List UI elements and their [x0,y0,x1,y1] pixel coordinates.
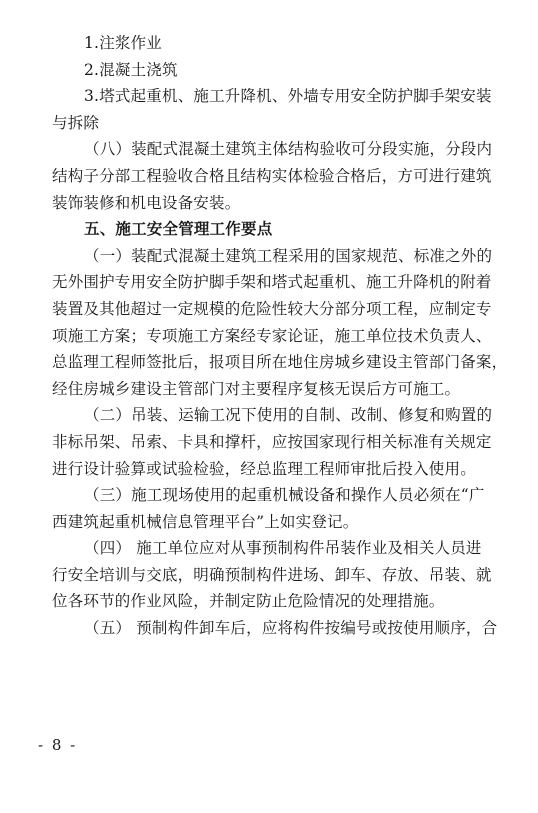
text-line: （二）吊装、运输工况下使用的自制、改制、修复和购置的 [84,406,493,425]
text-line: 进行设计验算或试验检验，经总监理工程师审批后投入使用。 [52,459,476,478]
text-line: 项施工方案；专项施工方案经专家论证，施工单位技术负责人、 [52,326,492,345]
text-line: 装置及其他超过一定规模的危险性较大分部分项工程，应制定专 [52,299,492,318]
text-line: 装饰装修和机电设备安装。 [52,193,241,212]
document-body [52,30,508,642]
text-line: 1.注浆作业 [84,34,162,52]
text-line: 行安全培训与交底，明确预制构件进场、卸车、存放、吊装、就 [52,565,492,584]
text-line: 总监理工程师签批后，报项目所在地住房城乡建设主管部门备案， [52,353,508,372]
section-heading: 五、施工安全管理工作要点 [84,220,273,239]
page-number: - 8 - [38,736,78,754]
text-line: （五） 预制构件卸车后，应将构件按编号或按使用顺序，合 [84,619,498,638]
text-line: 经住房城乡建设主管部门对主要程序复核无误后方可施工。 [52,379,461,398]
text-line: 无外围护专用安全防护脚手架和塔式起重机、施工升降机的附着 [52,273,492,292]
text-line: 西建筑起重机械信息管理平台”上如实登记。 [52,512,359,531]
text-line: （四） 施工单位应对从事预制构件吊装作业及相关人员进 [84,539,482,558]
text-line: 结构子分部工程验收合格且结构实体检验合格后，方可进行建筑 [52,166,492,185]
text-line: （八）装配式混凝土建筑主体结构验收可分段实施，分段内 [84,140,493,159]
text-line: 2.混凝土浇筑 [84,60,178,79]
text-line: 与拆除 [52,113,100,132]
text-line: 位各环节的作业风险，并制定防止危险情况的处理措施。 [52,592,445,611]
text-line: （一）装配式混凝土建筑工程采用的国家规范、标准之外的 [84,246,493,265]
text-line: 非标吊架、吊索、卡具和撑杆，应按国家现行相关标准有关规定 [52,432,492,451]
text-line: 3.塔式起重机、施工升降机、外墙专用安全防护脚手架安装 [84,87,492,106]
text-line: （三）施工现场使用的起重机械设备和操作人员必须在“广 [84,486,485,505]
